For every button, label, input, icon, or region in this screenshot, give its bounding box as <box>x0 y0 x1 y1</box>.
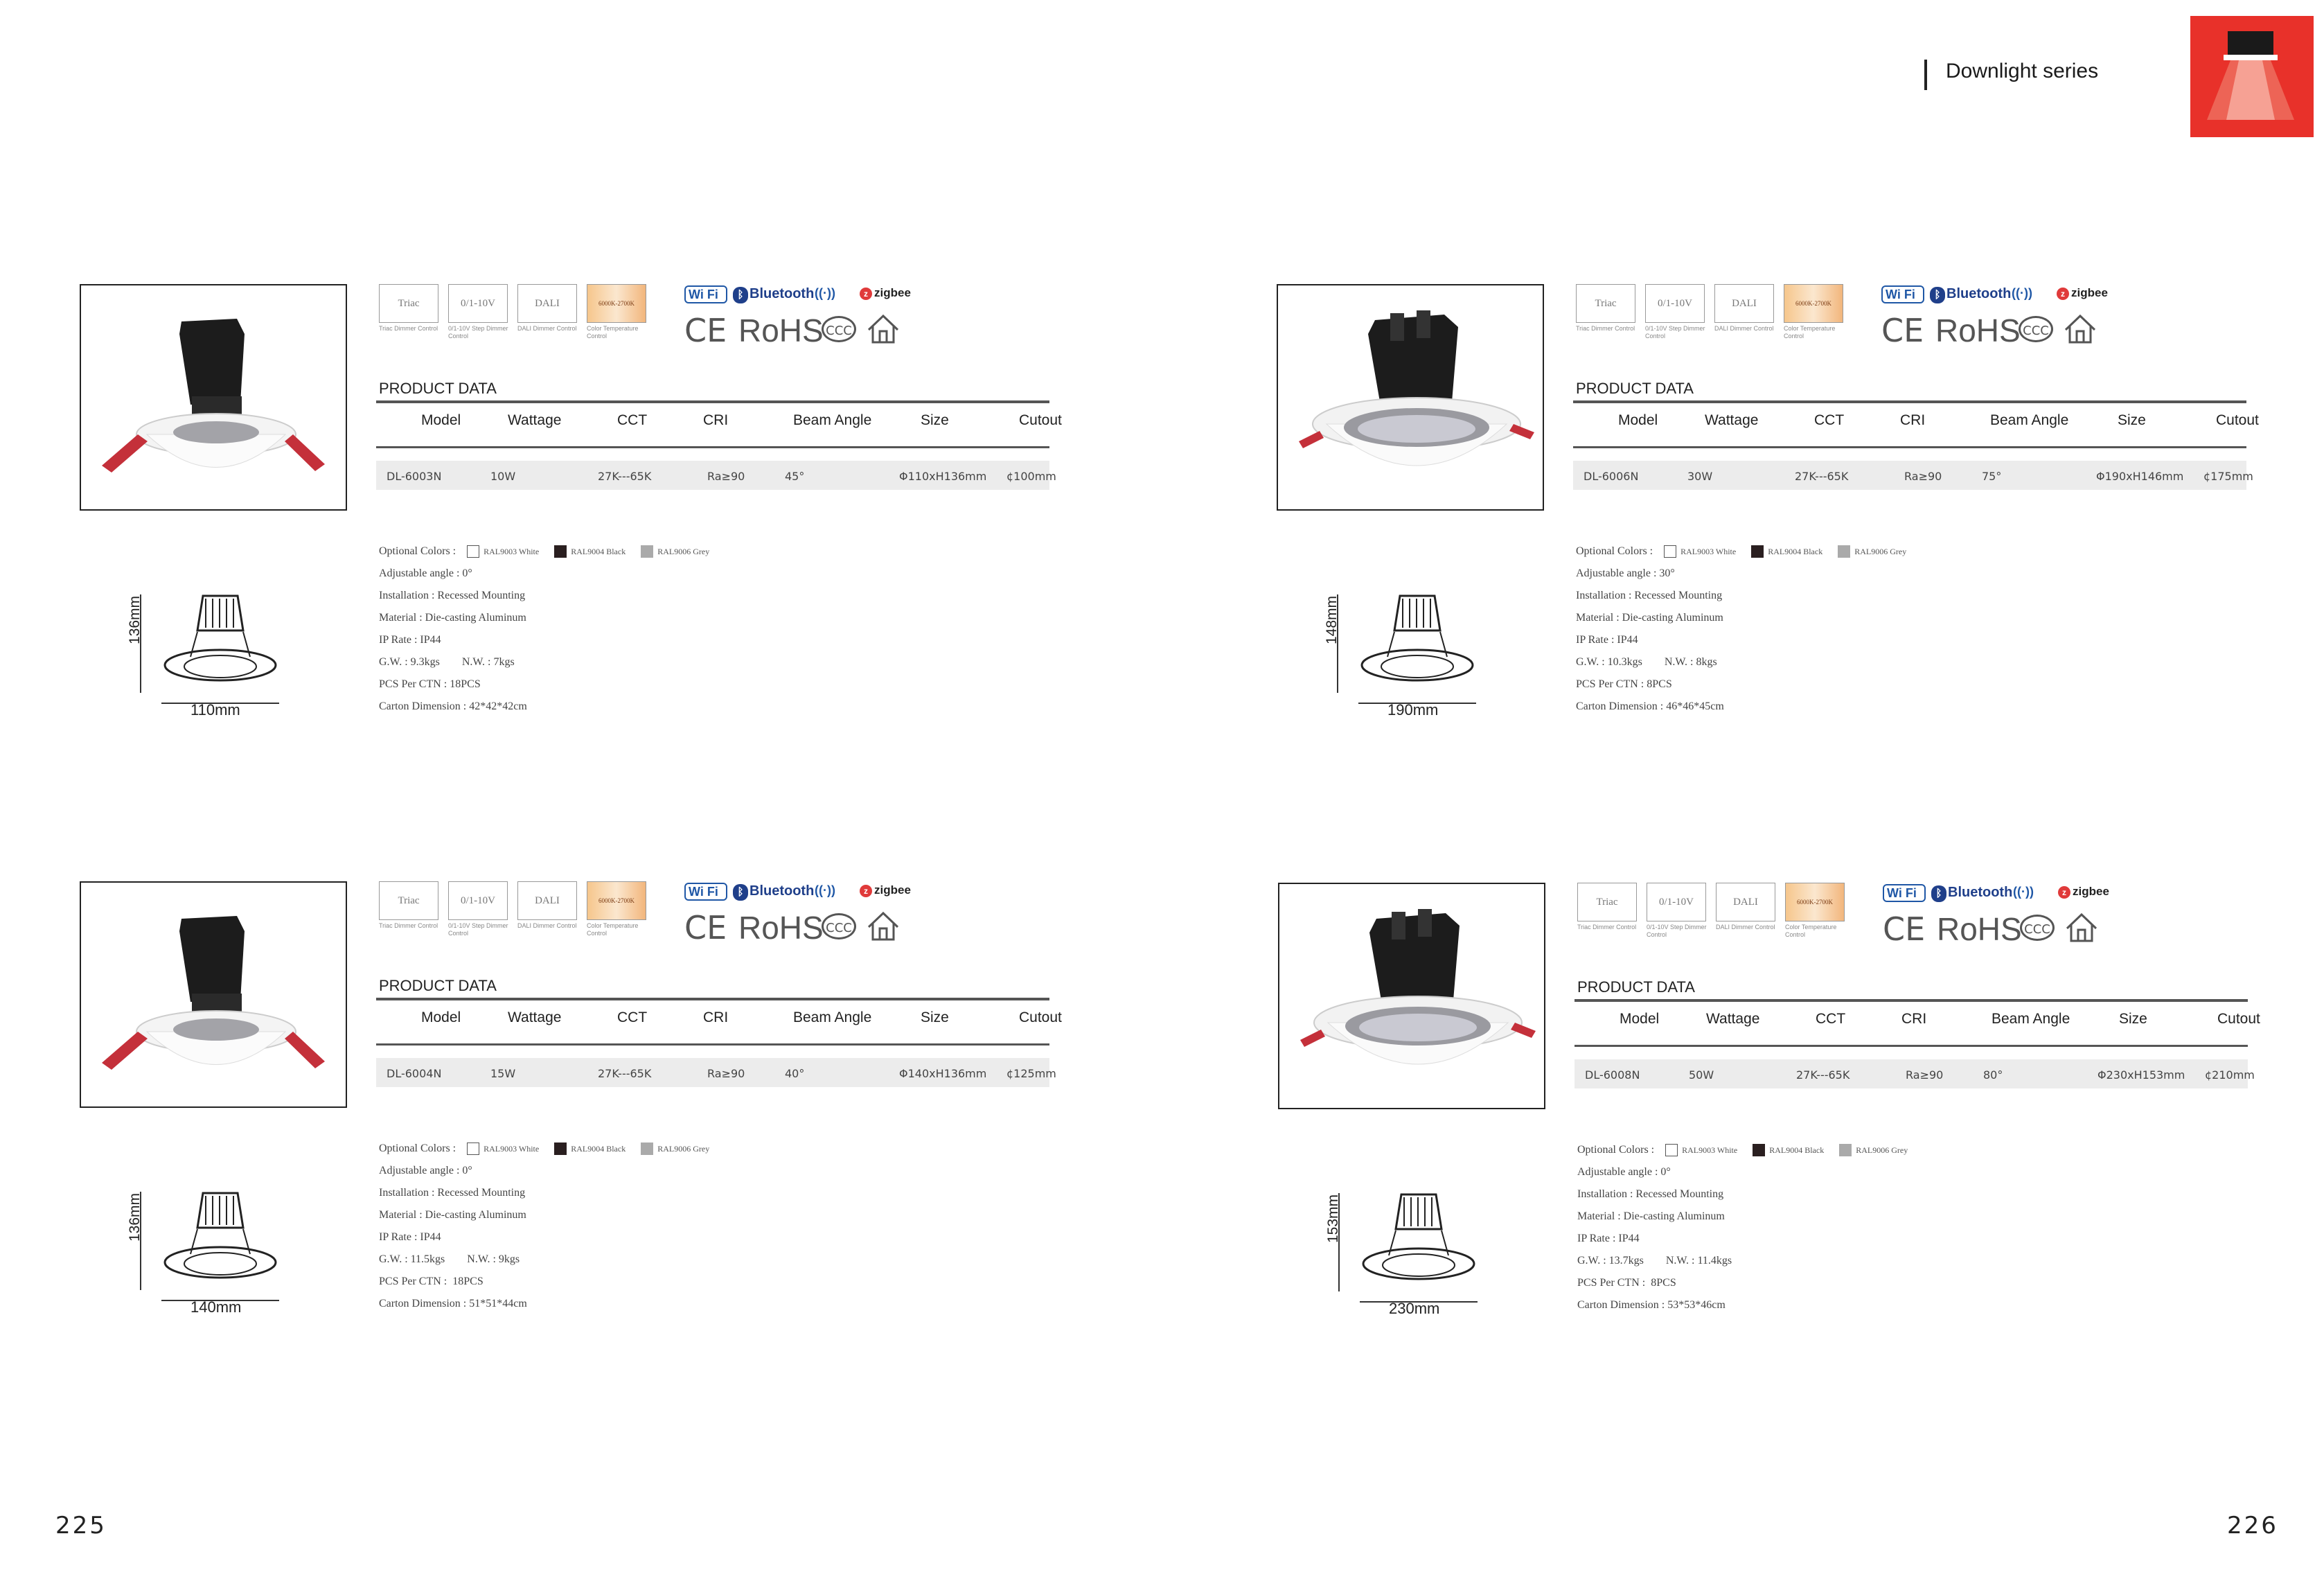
control-caption: DALI Dimmer Control <box>1716 924 1775 930</box>
wifi-icon: Wi Fi <box>684 285 727 303</box>
column-header: CCT <box>617 1009 648 1025</box>
control-caption: DALI Dimmer Control <box>1714 325 1774 332</box>
control-label: 0/1-10V <box>448 284 508 323</box>
swatch-white <box>1664 545 1676 558</box>
dimension-drawing <box>1332 1188 1491 1312</box>
control-label: Triac <box>1576 284 1635 323</box>
dimension-width: 140mm <box>190 1298 242 1316</box>
control-caption: 0/1-10V Step Dimmer Control <box>448 922 508 937</box>
column-header: CRI <box>1901 1011 1927 1027</box>
table-cell-cutout: ¢125mm <box>1006 1067 1056 1080</box>
zigbee-label: zigbee <box>874 883 911 897</box>
control-0 <box>1577 883 1640 931</box>
column-header: Cutout <box>2217 1011 2260 1027</box>
control-3 <box>1785 883 1847 939</box>
dimension-height: 136mm <box>127 595 143 644</box>
swatch-white <box>467 1143 479 1155</box>
table-cell-cutout: ¢100mm <box>1006 470 1056 483</box>
spec-line: Carton Dimension : 51*51*44cm <box>379 1298 527 1309</box>
column-header: CRI <box>703 412 729 428</box>
page-number-right: 226 <box>2227 1512 2278 1540</box>
spec-line: IP Rate : IP44 <box>379 634 441 646</box>
zigbee-label: zigbee <box>2071 286 2108 299</box>
control-caption: Triac Dimmer Control <box>1576 325 1635 332</box>
product-photo <box>1278 883 1545 1109</box>
swatch-black <box>554 1143 567 1155</box>
product-card <box>1277 284 2259 811</box>
optional-colors-label: Optional Colors : <box>379 545 456 557</box>
table-cell-size: Φ190xH146mm <box>2096 470 2184 483</box>
table-cell-cri: Ra≥90 <box>1904 470 1942 483</box>
table-rule-top <box>376 400 1049 403</box>
control-label: 0/1-10V <box>1647 883 1706 921</box>
protocol-logos <box>1883 883 2111 903</box>
table-cell-model: DL-6006N <box>1584 470 1639 483</box>
indoor-use-icon <box>2063 313 2097 345</box>
ce-mark: CE <box>684 909 727 946</box>
column-header: Size <box>2119 1011 2147 1027</box>
control-1 <box>448 881 511 937</box>
product-data-title: PRODUCT DATA <box>379 380 497 397</box>
spec-line: Material : Die-casting Aluminum <box>379 1209 526 1221</box>
bluetooth-label: Bluetooth <box>1948 885 2013 900</box>
color-name: RAL9006 Grey <box>657 547 710 556</box>
control-1 <box>1645 284 1707 340</box>
column-header: Cutout <box>1019 412 1062 428</box>
optional-colors <box>379 1138 720 1160</box>
table-rule-bottom <box>1573 446 2246 448</box>
dect-icon: ((·)) <box>2013 885 2034 899</box>
zigbee-icon: z zigbee <box>2057 286 2108 300</box>
table-cell-wattage: 30W <box>1687 470 1713 483</box>
spec-line: PCS Per CTN : 8PCS <box>1576 678 1672 690</box>
control-label: 0/1-10V <box>448 881 508 920</box>
product-card <box>80 284 1062 811</box>
column-header: Model <box>1618 412 1658 428</box>
column-header: CCT <box>1814 412 1845 428</box>
table-cell-model: DL-6003N <box>387 470 442 483</box>
column-header: Model <box>1620 1011 1660 1027</box>
dimension-height: 136mm <box>127 1192 143 1242</box>
zigbee-label: zigbee <box>2073 885 2109 898</box>
spec-line: PCS Per CTN : 18PCS <box>379 678 481 690</box>
control-label: DALI <box>517 881 577 920</box>
spec-list <box>1576 540 1917 718</box>
column-header: Wattage <box>1705 412 1759 428</box>
control-caption: Triac Dimmer Control <box>1577 924 1637 930</box>
rohs-mark: RoHS <box>1935 312 2021 349</box>
table-cell-wattage: 50W <box>1689 1068 1714 1082</box>
color-name: RAL9004 Black <box>571 1144 626 1154</box>
control-caption: DALI Dimmer Control <box>517 325 577 332</box>
product-photo <box>80 284 347 511</box>
column-header: Wattage <box>1706 1011 1760 1027</box>
column-header: CCT <box>617 412 648 428</box>
table-rule-top <box>1575 999 2248 1002</box>
product-data-title: PRODUCT DATA <box>1577 978 1695 996</box>
spec-line: G.W. : 9.3kgs N.W. : 7kgs <box>379 656 515 668</box>
swatch-grey <box>1839 1144 1852 1156</box>
control-caption: 0/1-10V Step Dimmer Control <box>448 325 508 339</box>
ce-mark: CE <box>1883 910 1926 948</box>
product-card <box>1278 883 2260 1409</box>
table-cell-size: Φ110xH136mm <box>899 470 987 483</box>
spec-line: Material : Die-casting Aluminum <box>379 612 526 624</box>
control-label: 6000K-2700K <box>1785 883 1845 921</box>
optional-colors <box>1576 540 1917 563</box>
dimension-width: 190mm <box>1387 701 1439 718</box>
swatch-grey <box>1838 545 1850 558</box>
control-label: 6000K-2700K <box>587 881 646 920</box>
table-cell-cutout: ¢210mm <box>2205 1068 2255 1082</box>
product-card <box>80 881 1062 1408</box>
rohs-mark: RoHS <box>1937 911 2022 947</box>
column-header: Size <box>921 1009 949 1025</box>
bluetooth-icon: ᛒ Bluetooth <box>733 883 814 901</box>
column-header: CCT <box>1816 1011 1846 1027</box>
ce-mark: CE <box>1881 312 1924 349</box>
spec-line: G.W. : 11.5kgs N.W. : 9kgs <box>379 1253 520 1265</box>
table-rule-bottom <box>376 1043 1049 1046</box>
control-caption: Color Temperature Control <box>587 922 639 937</box>
swatch-black <box>1751 545 1764 558</box>
control-caption: Color Temperature Control <box>1784 325 1836 339</box>
color-name: RAL9006 Grey <box>1856 1145 1908 1155</box>
spec-line: Installation : Recessed Mounting <box>379 1187 526 1199</box>
table-cell-model: DL-6004N <box>387 1067 442 1080</box>
spec-line: Adjustable angle : 0° <box>379 1165 472 1176</box>
control-2 <box>1716 883 1778 931</box>
product-data-title: PRODUCT DATA <box>1576 380 1694 397</box>
column-header: Size <box>2118 412 2146 428</box>
column-header: Cutout <box>2216 412 2259 428</box>
control-label: Triac <box>1577 883 1637 921</box>
dimension-width: 230mm <box>1389 1300 1440 1317</box>
spec-line: Installation : Recessed Mounting <box>1577 1188 1724 1200</box>
ccc-mark: CCC <box>2020 915 2055 941</box>
swatch-white <box>467 545 479 558</box>
table-cell-wattage: 15W <box>490 1067 516 1080</box>
swatch-grey <box>641 1143 653 1155</box>
dimension-height: 153mm <box>1325 1194 1341 1243</box>
downlight-logo <box>2190 16 2314 137</box>
table-cell-cutout: ¢175mm <box>2203 470 2253 483</box>
spec-line: Carton Dimension : 42*42*42cm <box>379 700 527 712</box>
downlight-photo <box>1279 884 1547 1111</box>
ccc-mark: CCC <box>822 316 856 342</box>
column-header: Beam Angle <box>793 1009 872 1025</box>
zigbee-icon: z zigbee <box>860 286 911 300</box>
control-label: 6000K-2700K <box>1784 284 1843 323</box>
spec-line: Adjustable angle : 0° <box>1577 1166 1671 1178</box>
bluetooth-icon: ᛒ Bluetooth <box>1931 885 2012 902</box>
spec-line: Material : Die-casting Aluminum <box>1577 1210 1725 1222</box>
control-2 <box>517 881 580 930</box>
table-cell-beam: 80° <box>1983 1068 2003 1082</box>
table-cell-size: Φ140xH136mm <box>899 1067 987 1080</box>
ce-mark: CE <box>684 312 727 349</box>
table-rule-top <box>376 998 1049 1000</box>
dimension-drawing <box>134 1186 293 1311</box>
control-caption: Triac Dimmer Control <box>379 325 438 332</box>
product-photo <box>80 881 347 1108</box>
spec-line: IP Rate : IP44 <box>1576 634 1638 646</box>
table-cell-cri: Ra≥90 <box>707 1067 745 1080</box>
protocol-logos <box>684 284 913 305</box>
spec-line: Adjustable angle : 30° <box>1576 567 1675 579</box>
control-caption: Color Temperature Control <box>1785 924 1837 938</box>
color-name: RAL9003 White <box>1682 1145 1738 1155</box>
protocol-logos <box>684 881 913 902</box>
optional-colors <box>1577 1139 1919 1161</box>
table-cell-beam: 75° <box>1982 470 2002 483</box>
zigbee-label: zigbee <box>874 286 911 299</box>
spec-line: Material : Die-casting Aluminum <box>1576 612 1723 624</box>
bluetooth-label: Bluetooth <box>1946 286 2012 301</box>
protocol-logos <box>1881 284 2110 305</box>
spec-list <box>379 1138 720 1315</box>
table-cell-cct: 27K---65K <box>598 470 652 483</box>
swatch-black <box>554 545 567 558</box>
zigbee-icon: z zigbee <box>2058 885 2109 899</box>
column-header: Size <box>921 412 949 428</box>
dimension-drawing <box>1331 589 1490 714</box>
indoor-use-icon <box>866 910 901 942</box>
control-label: Triac <box>379 284 438 323</box>
ccc-mark: CCC <box>822 913 856 939</box>
optional-colors-label: Optional Colors : <box>379 1143 456 1154</box>
spec-line: Installation : Recessed Mounting <box>1576 590 1723 601</box>
color-name: RAL9006 Grey <box>1854 547 1907 556</box>
table-cell-cct: 27K---65K <box>1795 470 1849 483</box>
color-name: RAL9004 Black <box>1769 1145 1825 1155</box>
wifi-icon: Wi Fi <box>1883 884 1926 902</box>
control-1 <box>448 284 511 340</box>
color-name: RAL9003 White <box>484 1144 540 1154</box>
control-caption: Triac Dimmer Control <box>379 922 438 929</box>
spec-line: PCS Per CTN : 18PCS <box>379 1276 484 1287</box>
table-cell-cct: 27K---65K <box>598 1067 652 1080</box>
series-title: Downlight series <box>1946 60 2099 82</box>
dimension-height: 148mm <box>1324 595 1340 644</box>
table-cell-size: Φ230xH153mm <box>2097 1068 2185 1082</box>
zigbee-icon: z zigbee <box>860 883 911 897</box>
column-header: Cutout <box>1019 1009 1062 1025</box>
table-cell-wattage: 10W <box>490 470 516 483</box>
control-0 <box>1576 284 1638 333</box>
rohs-mark: RoHS <box>738 312 824 349</box>
column-header: Wattage <box>508 1009 562 1025</box>
table-cell-cri: Ra≥90 <box>1906 1068 1944 1082</box>
ccc-mark: CCC <box>2019 316 2053 342</box>
column-header: Model <box>421 412 461 428</box>
color-name: RAL9003 White <box>1680 547 1737 556</box>
dect-icon: ((·)) <box>815 883 835 897</box>
header-divider <box>1924 60 1927 90</box>
control-0 <box>379 284 441 333</box>
product-data-title: PRODUCT DATA <box>379 977 497 994</box>
optional-colors-label: Optional Colors : <box>1576 545 1653 557</box>
downlight-photo <box>81 285 348 512</box>
indoor-use-icon <box>866 313 901 345</box>
swatch-white <box>1665 1144 1678 1156</box>
control-label: DALI <box>517 284 577 323</box>
dect-icon: ((·)) <box>815 286 835 300</box>
column-header: Model <box>421 1009 461 1025</box>
spec-list <box>1577 1139 1919 1316</box>
table-cell-cri: Ra≥90 <box>707 470 745 483</box>
spec-line: Installation : Recessed Mounting <box>379 590 526 601</box>
column-header: Wattage <box>508 412 562 428</box>
column-header: CRI <box>703 1009 729 1025</box>
control-1 <box>1647 883 1709 939</box>
bluetooth-icon: ᛒ Bluetooth <box>1930 286 2011 303</box>
downlight-photo <box>1278 285 1545 512</box>
color-name: RAL9004 Black <box>1768 547 1823 556</box>
spec-line: G.W. : 13.7kgs N.W. : 11.4kgs <box>1577 1255 1732 1267</box>
control-2 <box>1714 284 1777 333</box>
control-caption: Color Temperature Control <box>587 325 639 339</box>
control-3 <box>587 284 649 340</box>
wifi-icon: Wi Fi <box>1881 285 1924 303</box>
dect-icon: ((·)) <box>2012 286 2032 300</box>
column-header: Beam Angle <box>793 412 872 428</box>
optional-colors <box>379 540 720 563</box>
spec-line: Carton Dimension : 46*46*45cm <box>1576 700 1724 712</box>
spec-line: IP Rate : IP44 <box>1577 1233 1640 1244</box>
control-caption: 0/1-10V Step Dimmer Control <box>1645 325 1705 339</box>
control-caption: DALI Dimmer Control <box>517 922 577 929</box>
color-name: RAL9004 Black <box>571 547 626 556</box>
page-number-left: 225 <box>55 1512 107 1540</box>
bluetooth-label: Bluetooth <box>749 883 815 899</box>
product-photo <box>1277 284 1544 511</box>
rohs-mark: RoHS <box>738 910 824 946</box>
indoor-use-icon <box>2064 912 2099 944</box>
control-caption: 0/1-10V Step Dimmer Control <box>1647 924 1707 938</box>
spec-line: Adjustable angle : 0° <box>379 567 472 579</box>
control-label: Triac <box>379 881 438 920</box>
spec-line: Carton Dimension : 53*53*46cm <box>1577 1299 1726 1311</box>
column-header: Beam Angle <box>1992 1011 2070 1027</box>
swatch-black <box>1753 1144 1765 1156</box>
spec-line: G.W. : 10.3kgs N.W. : 8kgs <box>1576 656 1717 668</box>
dimension-width: 110mm <box>190 701 240 718</box>
table-rule-top <box>1573 400 2246 403</box>
control-label: DALI <box>1714 284 1774 323</box>
dimension-drawing <box>134 589 293 714</box>
spec-line: PCS Per CTN : 8PCS <box>1577 1277 1676 1289</box>
color-name: RAL9003 White <box>484 547 540 556</box>
column-header: Beam Angle <box>1990 412 2069 428</box>
table-rule-bottom <box>1575 1045 2248 1047</box>
table-cell-beam: 40° <box>785 1067 805 1080</box>
control-label: 6000K-2700K <box>587 284 646 323</box>
table-rule-bottom <box>376 446 1049 448</box>
downlight-photo <box>81 883 348 1109</box>
control-3 <box>1784 284 1846 340</box>
table-cell-beam: 45° <box>785 470 805 483</box>
table-cell-cct: 27K---65K <box>1796 1068 1850 1082</box>
color-name: RAL9006 Grey <box>657 1144 710 1154</box>
spec-line: IP Rate : IP44 <box>379 1231 441 1243</box>
bluetooth-icon: ᛒ Bluetooth <box>733 286 814 303</box>
control-label: 0/1-10V <box>1645 284 1705 323</box>
swatch-grey <box>641 545 653 558</box>
control-3 <box>587 881 649 937</box>
column-header: CRI <box>1900 412 1926 428</box>
control-2 <box>517 284 580 333</box>
control-label: DALI <box>1716 883 1775 921</box>
control-0 <box>379 881 441 930</box>
spec-list <box>379 540 720 718</box>
bluetooth-label: Bluetooth <box>749 286 815 301</box>
optional-colors-label: Optional Colors : <box>1577 1144 1655 1156</box>
table-cell-model: DL-6008N <box>1585 1068 1640 1082</box>
wifi-icon: Wi Fi <box>684 883 727 901</box>
